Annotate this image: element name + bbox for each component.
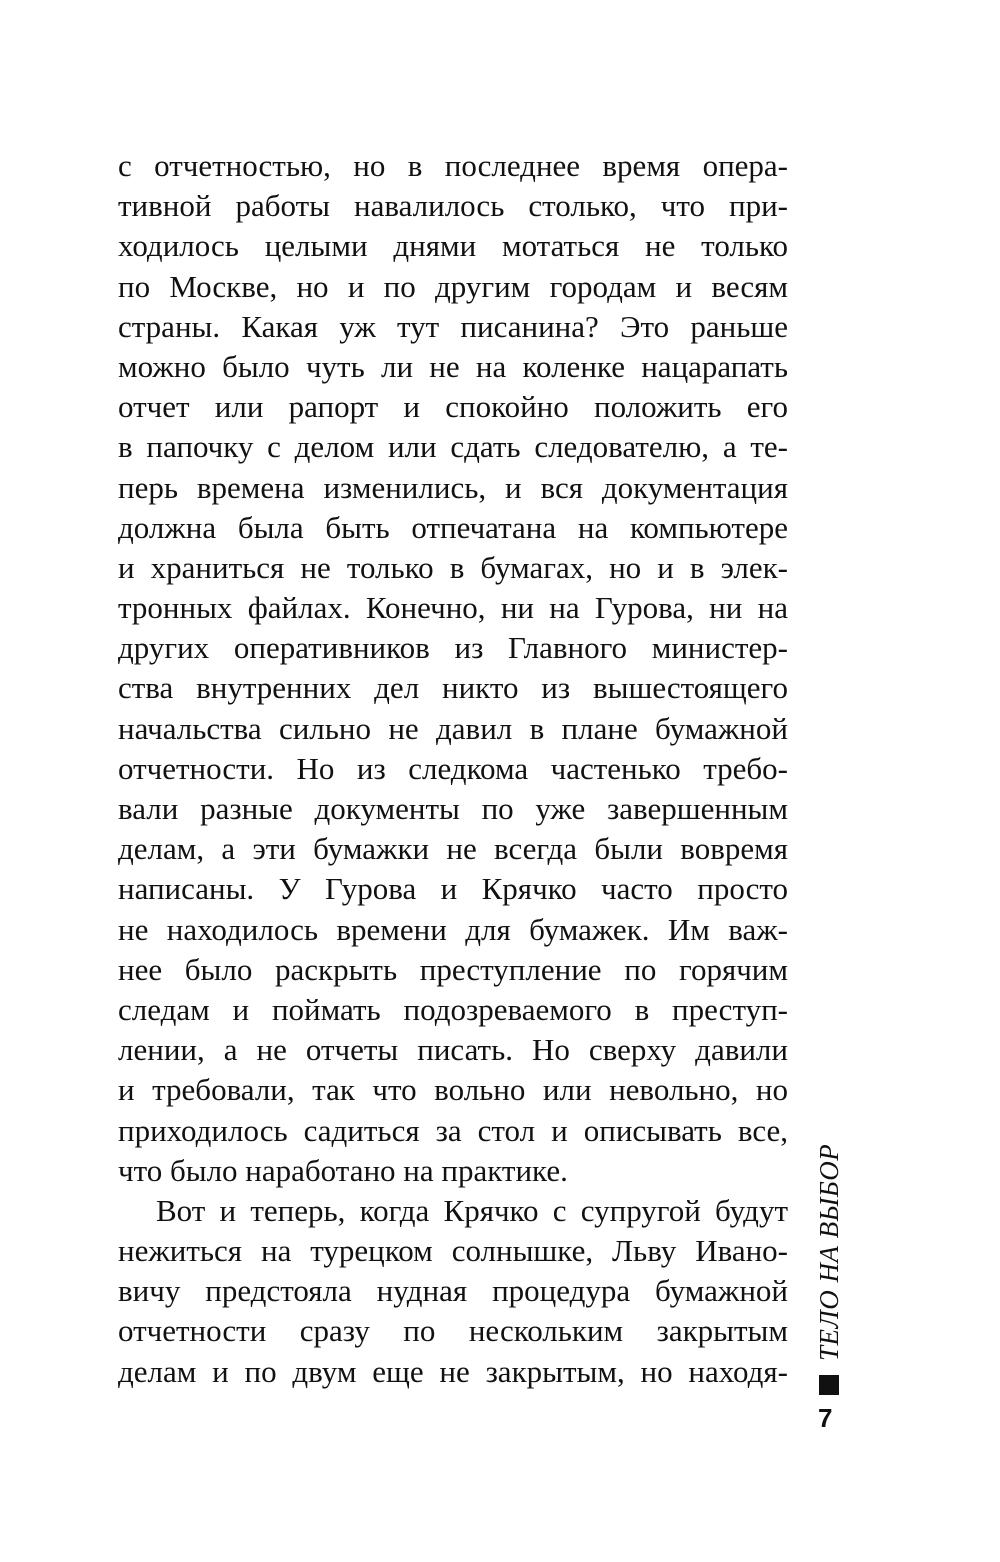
text-line: начальства сильно не давил в плане бумажной <box>118 710 788 746</box>
text-line: делам и по двум еще не закрытым, но находя- <box>118 1353 788 1389</box>
page-number: 7 <box>818 1403 833 1433</box>
text-line: тивной работы навалилось столько, что при- <box>118 188 788 224</box>
text-line: отчетности. Но из следкома частенько требо- <box>118 750 788 786</box>
body-text <box>118 146 788 1392</box>
text-line: следам и поймать подозреваемого в преступ- <box>118 991 788 1027</box>
text-line: перь времена изменились, и вся документация <box>118 469 788 505</box>
text-line: ходилось целыми днями мотаться не только <box>118 228 788 264</box>
text-line: страны. Какая уж тут писанина? Это раньше <box>118 308 788 344</box>
text-line: вичу предстояла нудная процедура бумажной <box>118 1273 788 1309</box>
text-line: написаны. У Гурова и Крячко часто просто <box>118 871 788 907</box>
square-bullet-icon <box>819 1375 839 1395</box>
running-head <box>814 1144 844 1395</box>
text-line: других оперативников из Главного министер- <box>118 630 788 666</box>
text-line: тронных файлах. Конечно, ни на Гурова, ни на <box>118 590 788 626</box>
text-line: отчет или рапорт и спокойно положить его <box>118 389 788 425</box>
text-line: делам, а эти бумажки не всегда были вовремя <box>118 831 788 867</box>
text-line: в папочку с делом или сдать следователю, а те- <box>118 429 788 465</box>
text-line: и храниться не только в бумагах, но и в элек- <box>118 549 788 585</box>
text-line: вали разные документы по уже завершенным <box>118 791 788 826</box>
text-line: не находилось времени для бумажек. Им важ- <box>118 911 788 947</box>
text-line: должна была быть отпечатана на компьютере <box>118 509 788 545</box>
text-line: приходилось садиться за стол и описывать все, <box>118 1112 788 1148</box>
text-line: лении, а не отчеты писать. Но сверху давили <box>118 1032 788 1068</box>
text-line: по Москве, но и по другим городам и весям <box>118 268 788 304</box>
paragraph-end-line: что было наработано на практике. <box>118 1152 568 1188</box>
book-title: ТЕЛО НА ВЫБОР <box>814 1143 844 1361</box>
text-line: ства внутренних дел никто из вышестоящего <box>118 670 788 706</box>
text-line: отчетности сразу по нескольким закрытым <box>118 1313 788 1349</box>
text-line: и требовали, так что вольно или невольно, но <box>118 1072 788 1108</box>
paragraph-start-line: Вот и теперь, когда Крячко с супругой будут <box>156 1192 788 1228</box>
text-line: нее было раскрыть преступление по горячим <box>118 951 788 987</box>
text-line: можно было чуть ли не на коленке нацарапать <box>118 348 788 384</box>
text-line: с отчетностью, но в последнее время опера- <box>118 148 788 183</box>
text-line: нежиться на турецком солнышке, Льву Ивано- <box>118 1233 788 1269</box>
